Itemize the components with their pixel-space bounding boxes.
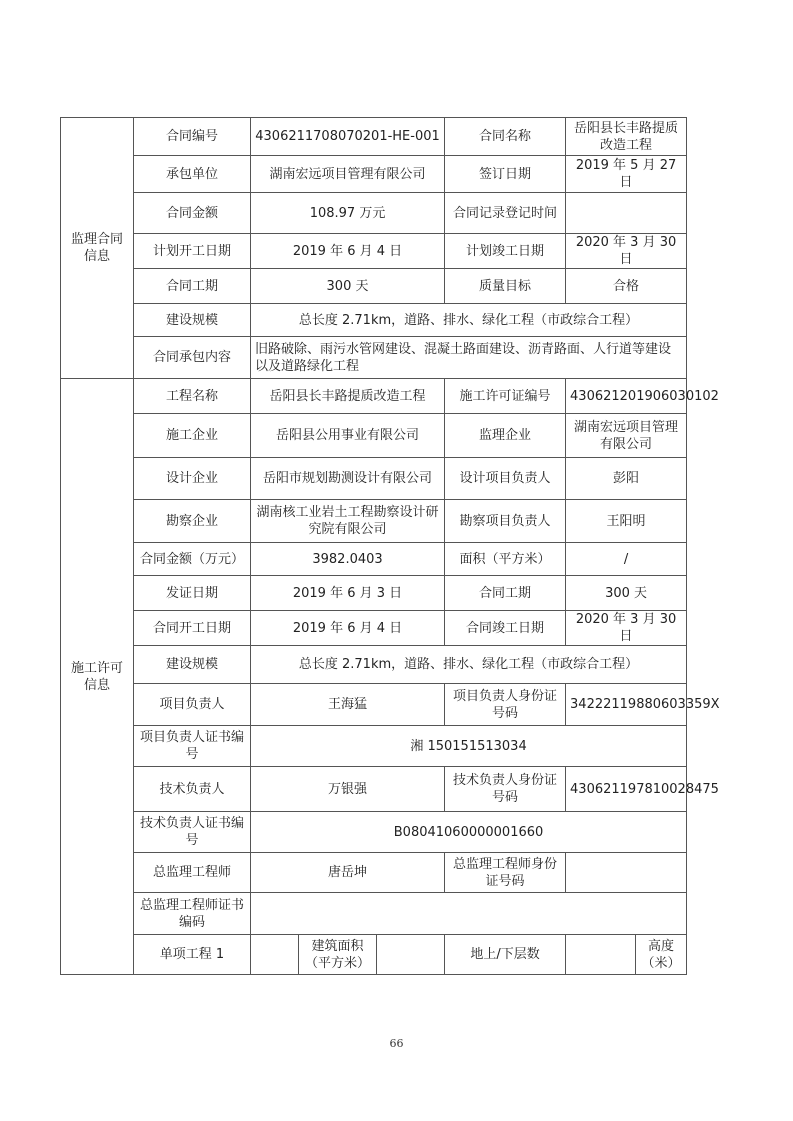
duration-value: 300 天 (251, 269, 445, 304)
pm-cert-value: 湘 150151513034 (251, 726, 687, 767)
permit-duration-label: 合同工期 (445, 576, 566, 611)
tech-label: 技术负责人 (134, 767, 251, 812)
plan-start-value: 2019 年 6 月 4 日 (251, 234, 445, 269)
start-label: 合同开工日期 (134, 611, 251, 646)
quality-label: 质量目标 (445, 269, 566, 304)
quality-value: 合格 (566, 269, 687, 304)
permit-no-label: 施工许可证编号 (445, 379, 566, 414)
survey-value: 湖南核工业岩土工程勘察设计研究院有限公司 (251, 500, 445, 543)
pm-value: 王海猛 (251, 684, 445, 726)
issue-date-value: 2019 年 6 月 3 日 (251, 576, 445, 611)
pm-id-label: 项目负责人身份证号码 (445, 684, 566, 726)
pm-label: 项目负责人 (134, 684, 251, 726)
builder-label: 施工企业 (134, 414, 251, 458)
record-time-label: 合同记录登记时间 (445, 193, 566, 234)
permit-duration-value: 300 天 (566, 576, 687, 611)
end-label: 合同竣工日期 (445, 611, 566, 646)
plan-end-label: 计划竣工日期 (445, 234, 566, 269)
design-lead-value: 彭阳 (566, 458, 687, 500)
supervision-section-title: 监理合同信息 (61, 118, 134, 379)
start-value: 2019 年 6 月 4 日 (251, 611, 445, 646)
permit-no-value: 430621201906030102 (566, 379, 687, 414)
pm-id-value: 34222119880603359X (566, 684, 687, 726)
floors-value (566, 935, 636, 975)
record-time-value (566, 193, 687, 234)
permit-amount-value: 3982.0403 (251, 543, 445, 576)
build-area-value (377, 935, 445, 975)
chief-value: 唐岳坤 (251, 853, 445, 893)
chief-cert-value (251, 893, 687, 935)
permit-scale-value: 总长度 2.71km，道路、排水、绿化工程（市政综合工程） (251, 646, 687, 684)
contract-no-value: 4306211708070201-HE-001 (251, 118, 445, 156)
build-area-label: 建筑面积（平方米） (299, 935, 377, 975)
tech-cert-label: 技术负责人证书编号 (134, 812, 251, 853)
page-number: 66 (389, 1037, 404, 1050)
tech-value: 万银强 (251, 767, 445, 812)
scale-value: 总长度 2.71km，道路、排水、绿化工程（市政综合工程） (251, 304, 687, 337)
pm-cert-label: 项目负责人证书编号 (134, 726, 251, 767)
survey-lead-label: 勘察项目负责人 (445, 500, 566, 543)
design-lead-label: 设计项目负责人 (445, 458, 566, 500)
supervisor-value: 湖南宏远项目管理有限公司 (566, 414, 687, 458)
content-label: 合同承包内容 (134, 337, 251, 379)
tech-id-label: 技术负责人身份证号码 (445, 767, 566, 812)
unit-label: 单项工程 1 (134, 935, 251, 975)
permit-scale-label: 建设规模 (134, 646, 251, 684)
amount-value: 108.97 万元 (251, 193, 445, 234)
amount-label: 合同金额 (134, 193, 251, 234)
end-value: 2020 年 3 月 30 日 (566, 611, 687, 646)
permit-section-title: 施工许可信息 (61, 379, 134, 975)
chief-cert-label: 总监理工程师证书编码 (134, 893, 251, 935)
floors-label: 地上/下层数 (445, 935, 566, 975)
contract-name-label: 合同名称 (445, 118, 566, 156)
area-label: 面积（平方米） (445, 543, 566, 576)
unit-value (251, 935, 299, 975)
survey-label: 勘察企业 (134, 500, 251, 543)
content-value: 旧路破除、雨污水管网建设、混凝土路面建设、沥青路面、人行道等建设以及道路绿化工程 (251, 337, 687, 379)
info-table (60, 117, 720, 975)
scale-label: 建设规模 (134, 304, 251, 337)
contract-no-label: 合同编号 (134, 118, 251, 156)
survey-lead-value: 王阳明 (566, 500, 687, 543)
issue-date-label: 发证日期 (134, 576, 251, 611)
design-value: 岳阳市规划勘测设计有限公司 (251, 458, 445, 500)
chief-label: 总监理工程师 (134, 853, 251, 893)
tech-id-value: 430621197810028475 (566, 767, 687, 812)
plan-start-label: 计划开工日期 (134, 234, 251, 269)
tech-cert-value: B08041060000001660 (251, 812, 687, 853)
sign-date-label: 签订日期 (445, 156, 566, 193)
design-label: 设计企业 (134, 458, 251, 500)
plan-end-value: 2020 年 3 月 30 日 (566, 234, 687, 269)
contract-name-value: 岳阳县长丰路提质改造工程 (566, 118, 687, 156)
project-name-label: 工程名称 (134, 379, 251, 414)
project-name-value: 岳阳县长丰路提质改造工程 (251, 379, 445, 414)
duration-label: 合同工期 (134, 269, 251, 304)
area-value: / (566, 543, 687, 576)
supervisor-label: 监理企业 (445, 414, 566, 458)
contractor-value: 湖南宏远项目管理有限公司 (251, 156, 445, 193)
height-label: 高度（米） (636, 935, 687, 975)
chief-id-label: 总监理工程师身份证号码 (445, 853, 566, 893)
chief-id-value (566, 853, 687, 893)
contractor-label: 承包单位 (134, 156, 251, 193)
sign-date-value: 2019 年 5 月 27 日 (566, 156, 687, 193)
permit-amount-label: 合同金额（万元） (134, 543, 251, 576)
builder-value: 岳阳县公用事业有限公司 (251, 414, 445, 458)
